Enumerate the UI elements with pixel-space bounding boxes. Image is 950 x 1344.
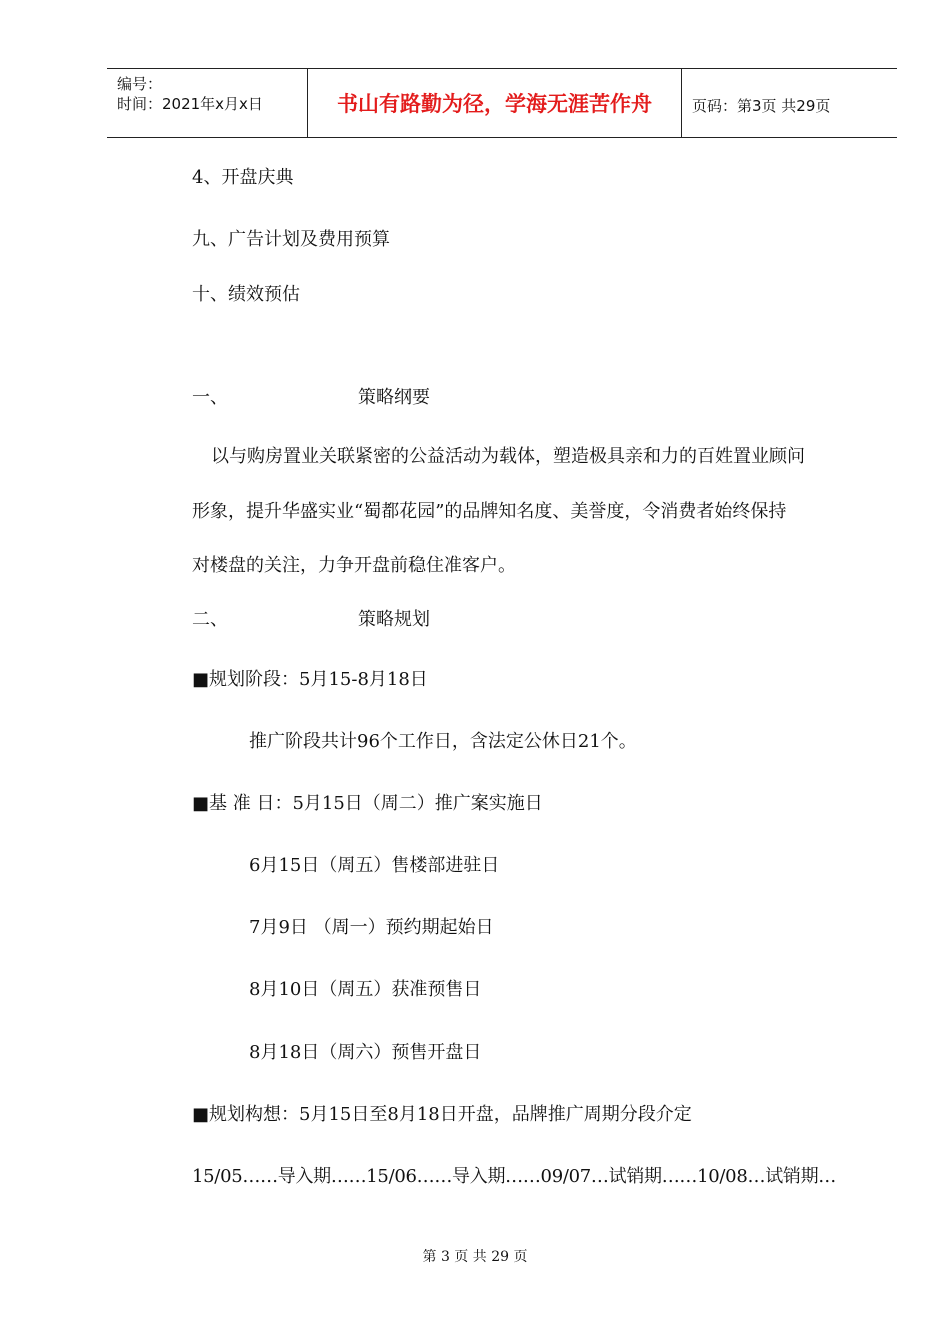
planning-concept-line: ■规划构想：5月15日至8月18日开盘，品牌推广周期分段介定 — [192, 1104, 692, 1125]
header-motto: 书山有路勤为径，学海无涯苦作舟 — [308, 69, 682, 137]
section-title: 策略纲要 — [358, 387, 430, 408]
timeline-line: 15/05……导入期……15/06……导入期……09/07…试销期……10/08…试销期… — [192, 1166, 836, 1187]
section-heading — [192, 383, 430, 409]
milestone-line: 8月18日（周六）预售开盘日 — [249, 1042, 482, 1063]
toc-item: 十、绩效预估 — [192, 284, 300, 305]
planning-stage-line: ■规划阶段：5月15-8月18日 — [192, 669, 428, 690]
header-page-info: 页码：第3页 共29页 — [692, 97, 831, 115]
page-footer: 第 3 页 共 29 页 — [422, 1249, 528, 1265]
header-info-cell — [107, 69, 308, 137]
section-title: 策略规划 — [358, 609, 430, 630]
section-heading — [192, 605, 430, 631]
paragraph-line: 形象，提升华盛实业“蜀都花园”的品牌知名度、美誉度，令消费者始终保持 — [192, 501, 787, 522]
toc-item: 4、开盘庆典 — [192, 167, 294, 188]
milestone-line: 8月10日（周五）获准预售日 — [249, 979, 482, 1000]
toc-item: 九、广告计划及费用预算 — [192, 229, 390, 250]
section-number: 二、 — [192, 609, 228, 630]
base-date-line: ■基 准 日：5月15日（周二）推广案实施日 — [192, 793, 543, 814]
page-header — [107, 68, 897, 138]
document-code-label: 编号： — [117, 75, 163, 93]
milestone-line: 6月15日（周五）售楼部进驻日 — [249, 855, 500, 876]
paragraph-line: 以与购房置业关联紧密的公益活动为载体，塑造极具亲和力的百姓置业顾问 — [211, 446, 805, 467]
document-date: 时间：2021年x月x日 — [117, 95, 263, 113]
section-number: 一、 — [192, 387, 228, 408]
paragraph-line: 对楼盘的关注，力争开盘前稳住准客户。 — [192, 555, 516, 576]
milestone-line: 7月9日 （周一）预约期起始日 — [249, 917, 494, 938]
promo-days-line: 推广阶段共计96个工作日，含法定公休日21个。 — [249, 731, 637, 752]
